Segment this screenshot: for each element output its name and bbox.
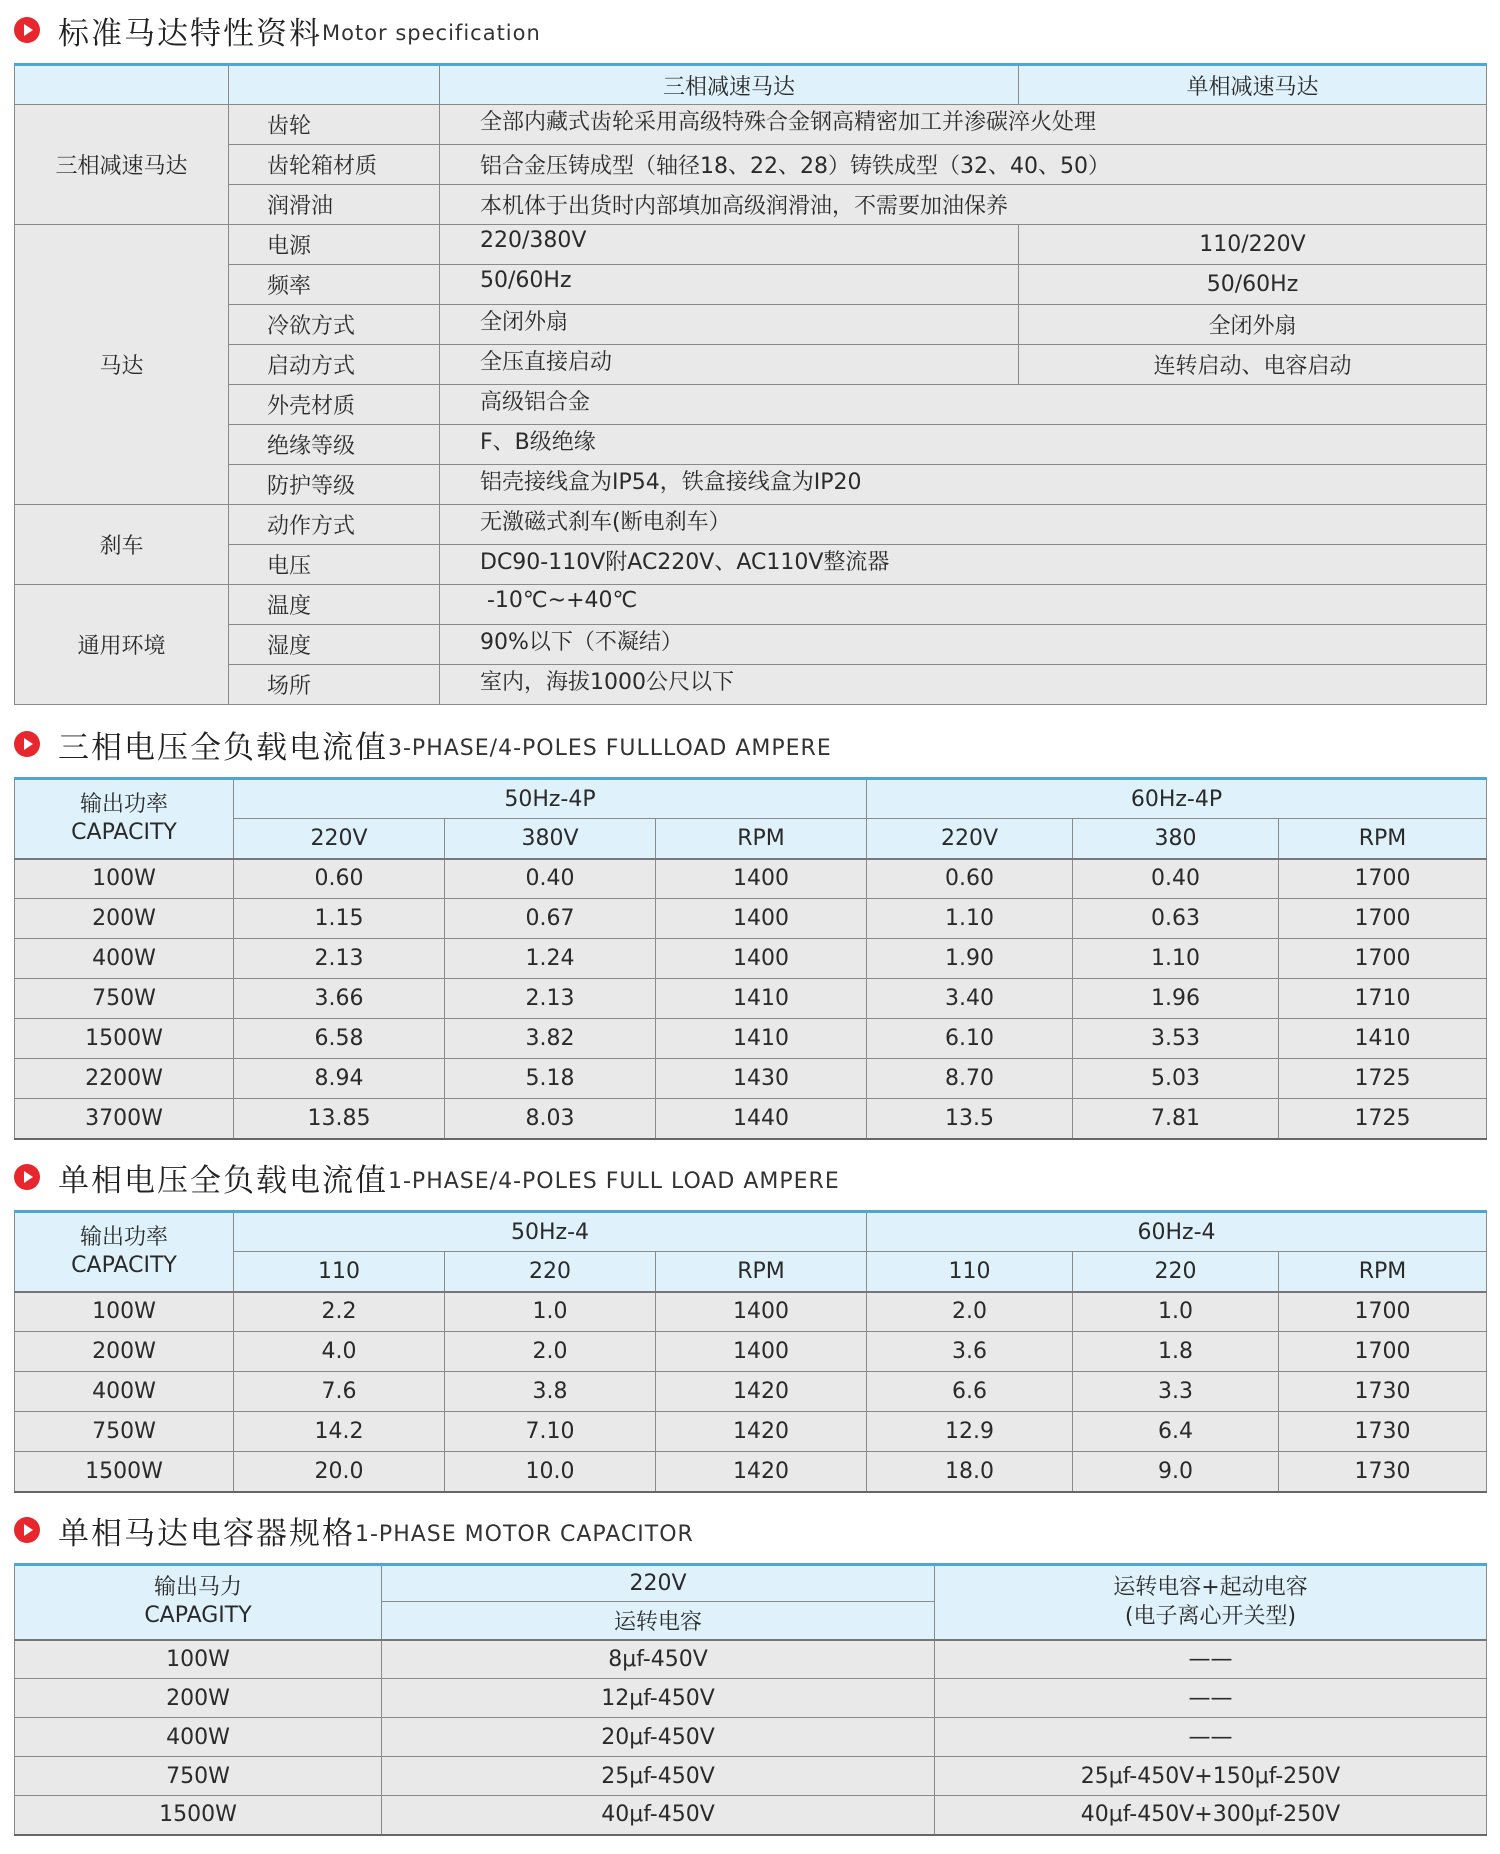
cell: 20.0 xyxy=(234,1452,445,1492)
cell: —— xyxy=(935,1640,1487,1679)
spec-value: 铝合金压铸成型（轴径18、22、28）铸铁成型（32、40、50） xyxy=(440,145,1487,185)
cell: 1700 xyxy=(1279,859,1487,899)
cell: 40μf-450V+300μf-250V xyxy=(935,1796,1487,1835)
capacity-en: CAPAGITY xyxy=(144,1603,252,1629)
sub-header: 110 xyxy=(867,1252,1073,1292)
spec-item: 动作方式 xyxy=(229,505,440,545)
cell: 3.8 xyxy=(445,1372,656,1412)
sub-header: 110 xyxy=(234,1252,445,1292)
cell: 1.96 xyxy=(1073,979,1279,1019)
spec-item: 齿轮箱材质 xyxy=(229,145,440,185)
title-en: Motor specification xyxy=(322,21,541,45)
group-60hz: 60Hz-4 xyxy=(867,1212,1487,1252)
spec-item: 频率 xyxy=(229,265,440,305)
title-cn: 单相电压全负载电流值 xyxy=(58,1162,388,1199)
cell: 1.0 xyxy=(445,1292,656,1332)
group-label-motor: 马达 xyxy=(15,225,229,505)
title-en: 1-PHASE MOTOR CAPACITOR xyxy=(355,1521,694,1547)
group-50hz: 50Hz-4 xyxy=(234,1212,867,1252)
capacity-header xyxy=(15,1212,234,1292)
spec-value-three xyxy=(440,225,1019,265)
group-60hz: 60Hz-4P xyxy=(867,779,1487,819)
play-bullet-icon xyxy=(14,731,40,757)
cell: —— xyxy=(935,1679,1487,1718)
group-label-brake: 刹车 xyxy=(15,505,229,585)
spec-value-text: 90%以下（不凝结） xyxy=(480,630,683,655)
table-row xyxy=(15,1640,1487,1679)
table-row xyxy=(15,1019,1487,1059)
cell: 1420 xyxy=(656,1452,867,1492)
cell: 1730 xyxy=(1279,1452,1487,1492)
spec-item: 防护等级 xyxy=(229,465,440,505)
cell: 3.3 xyxy=(1073,1372,1279,1412)
cell: 6.58 xyxy=(234,1019,445,1059)
spec-value-single: 连转启动、电容启动 xyxy=(1019,345,1487,385)
table-row xyxy=(15,1412,1487,1452)
cell: 1730 xyxy=(1279,1372,1487,1412)
cell: 3700W xyxy=(15,1099,234,1139)
cell: 2.13 xyxy=(445,979,656,1019)
cell: 1400 xyxy=(656,939,867,979)
sub-header: 380 xyxy=(1073,819,1279,859)
spec-value-text: 全压直接启动 xyxy=(480,350,613,375)
spec-value-text: 室内，海拔1000公尺以下 xyxy=(480,670,734,695)
spec-value: 本机体于出货时内部填加高级润滑油，不需要加油保养 xyxy=(440,185,1487,225)
cell: 1500W xyxy=(15,1452,234,1492)
header-blank xyxy=(229,65,440,105)
spec-value xyxy=(440,585,1487,625)
spec-value-text: 全闭外扇 xyxy=(480,310,569,335)
table-row xyxy=(15,939,1487,979)
cell: 1.8 xyxy=(1073,1332,1279,1372)
spec-table xyxy=(14,63,1487,705)
cell: 1410 xyxy=(656,979,867,1019)
cell: 1400 xyxy=(656,899,867,939)
capacity-header xyxy=(15,779,234,859)
group-label-env: 通用环境 xyxy=(15,585,229,705)
cell: 25μf-450V xyxy=(382,1757,935,1796)
cell: 3.40 xyxy=(867,979,1073,1019)
cell: 2.0 xyxy=(445,1332,656,1372)
cell: 400W xyxy=(15,1372,234,1412)
sub-header: RPM xyxy=(656,819,867,859)
section-title-spec xyxy=(14,8,541,52)
cell: 200W xyxy=(15,899,234,939)
cell: 3.82 xyxy=(445,1019,656,1059)
capacity-en: CAPACITY xyxy=(71,819,177,845)
cell: 4.0 xyxy=(234,1332,445,1372)
cell: 400W xyxy=(15,1718,382,1757)
capacity-header xyxy=(15,1565,382,1640)
cell: 13.5 xyxy=(867,1099,1073,1139)
title-cn: 标准马达特性资料 xyxy=(58,15,322,52)
cell: 1400 xyxy=(656,1332,867,1372)
table-row xyxy=(15,1099,1487,1139)
spec-item: 电压 xyxy=(229,545,440,585)
cell: 1700 xyxy=(1279,939,1487,979)
spec-value-text: 铝壳接线盒为IP54，铁盒接线盒为IP20 xyxy=(480,470,862,495)
cell: 0.67 xyxy=(445,899,656,939)
table-row xyxy=(15,979,1487,1019)
cell: 2.2 xyxy=(234,1292,445,1332)
cell: 100W xyxy=(15,1640,382,1679)
capacitor-table xyxy=(14,1563,1487,1836)
three-phase-table xyxy=(14,777,1487,1140)
spec-value-three xyxy=(440,345,1019,385)
combo-header xyxy=(935,1565,1487,1640)
spec-value-text: -10℃~+40℃ xyxy=(480,588,638,613)
cell: 1725 xyxy=(1279,1059,1487,1099)
cell: 0.63 xyxy=(1073,899,1279,939)
capacity-cn: 输出马力 xyxy=(153,1575,242,1601)
table-row xyxy=(15,1372,1487,1412)
cell: 2.0 xyxy=(867,1292,1073,1332)
spec-value-three xyxy=(440,305,1019,345)
cell: 3.53 xyxy=(1073,1019,1279,1059)
spec-value xyxy=(440,105,1487,145)
cell: 5.03 xyxy=(1073,1059,1279,1099)
cell: 400W xyxy=(15,939,234,979)
table-row xyxy=(15,1452,1487,1492)
cell: 13.85 xyxy=(234,1099,445,1139)
cell: 14.2 xyxy=(234,1412,445,1452)
cell: 1420 xyxy=(656,1412,867,1452)
cell: 1.24 xyxy=(445,939,656,979)
header-single-phase: 单相减速马达 xyxy=(1019,65,1487,105)
sub-header: 220 xyxy=(1073,1252,1279,1292)
cell: 1730 xyxy=(1279,1412,1487,1452)
cell: 750W xyxy=(15,1757,382,1796)
group-label-gear-motor: 三相减速马达 xyxy=(15,105,229,225)
spec-value-text: DC90-110V附AC220V、AC110V整流器 xyxy=(480,550,890,575)
cell: —— xyxy=(935,1718,1487,1757)
cell: 1400 xyxy=(656,859,867,899)
sub-header: 220V xyxy=(867,819,1073,859)
title-cn: 三相电压全负载电流值 xyxy=(58,729,388,766)
cell: 1.10 xyxy=(1073,939,1279,979)
cell: 8μf-450V xyxy=(382,1640,935,1679)
spec-value xyxy=(440,425,1487,465)
spec-item: 电源 xyxy=(229,225,440,265)
spec-item: 齿轮 xyxy=(229,105,440,145)
capacity-cn: 输出功率 xyxy=(79,791,168,817)
spec-item: 启动方式 xyxy=(229,345,440,385)
spec-value xyxy=(440,625,1487,665)
cell: 0.60 xyxy=(867,859,1073,899)
combo-line2: (电子离心开关型) xyxy=(1124,1604,1297,1630)
group-50hz: 50Hz-4P xyxy=(234,779,867,819)
cell: 7.6 xyxy=(234,1372,445,1412)
cell: 1725 xyxy=(1279,1099,1487,1139)
spec-value xyxy=(440,465,1487,505)
sub-header: RPM xyxy=(656,1252,867,1292)
cell: 1700 xyxy=(1279,899,1487,939)
spec-value xyxy=(440,385,1487,425)
cell: 18.0 xyxy=(867,1452,1073,1492)
spec-value-text: 全部内藏式齿轮采用高级特殊合金钢高精密加工并渗碳淬火处理 xyxy=(480,110,1097,135)
table-row xyxy=(15,1718,1487,1757)
cell: 40μf-450V xyxy=(382,1796,935,1835)
cell: 0.60 xyxy=(234,859,445,899)
cell: 8.94 xyxy=(234,1059,445,1099)
cell: 10.0 xyxy=(445,1452,656,1492)
spec-item: 场所 xyxy=(229,665,440,705)
spec-value-three xyxy=(440,265,1019,305)
cell: 7.10 xyxy=(445,1412,656,1452)
cell: 0.40 xyxy=(1073,859,1279,899)
capacity-en: CAPACITY xyxy=(71,1252,177,1278)
cell: 3.6 xyxy=(867,1332,1073,1372)
table-row xyxy=(15,1679,1487,1718)
cell: 1420 xyxy=(656,1372,867,1412)
section-title-capacitor xyxy=(14,1508,694,1552)
title-en: 1-PHASE/4-POLES FULL LOAD AMPERE xyxy=(388,1168,840,1194)
cell: 20μf-450V xyxy=(382,1718,935,1757)
spec-value xyxy=(440,665,1487,705)
spec-item: 温度 xyxy=(229,585,440,625)
cell: 8.70 xyxy=(867,1059,1073,1099)
cell: 1410 xyxy=(1279,1019,1487,1059)
play-bullet-icon xyxy=(14,17,40,43)
table-row xyxy=(15,1332,1487,1372)
cell: 6.4 xyxy=(1073,1412,1279,1452)
cell: 200W xyxy=(15,1679,382,1718)
cell: 1430 xyxy=(656,1059,867,1099)
spec-item: 润滑油 xyxy=(229,185,440,225)
spec-value-single: 全闭外扇 xyxy=(1019,305,1487,345)
cell: 1410 xyxy=(656,1019,867,1059)
combo-line1: 运转电容+起动电容 xyxy=(1113,1575,1308,1601)
running-cap-header: 运转电容 xyxy=(382,1602,935,1640)
cell: 9.0 xyxy=(1073,1452,1279,1492)
cell: 1440 xyxy=(656,1099,867,1139)
cell: 5.18 xyxy=(445,1059,656,1099)
sub-header: 380V xyxy=(445,819,656,859)
title-cn: 单相马达电容器规格 xyxy=(58,1515,355,1552)
spec-value-single: 50/60Hz xyxy=(1019,265,1487,305)
cell: 7.81 xyxy=(1073,1099,1279,1139)
table-row xyxy=(15,899,1487,939)
spec-item: 绝缘等级 xyxy=(229,425,440,465)
cell: 12.9 xyxy=(867,1412,1073,1452)
table-row xyxy=(15,1757,1487,1796)
spec-value-text: 220/380V xyxy=(480,228,587,253)
cell: 1.15 xyxy=(234,899,445,939)
cell: 100W xyxy=(15,859,234,899)
cell: 1.10 xyxy=(867,899,1073,939)
cell: 750W xyxy=(15,979,234,1019)
cell: 0.40 xyxy=(445,859,656,899)
table-row xyxy=(15,1059,1487,1099)
spec-value-text: F、B级绝缘 xyxy=(480,430,596,455)
spec-value-text: 50/60Hz xyxy=(480,268,572,293)
play-bullet-icon xyxy=(14,1517,40,1543)
cell: 2.13 xyxy=(234,939,445,979)
capacity-cn: 输出功率 xyxy=(79,1224,168,1250)
table-row xyxy=(15,1796,1487,1835)
cell: 1.90 xyxy=(867,939,1073,979)
section-title-three-phase xyxy=(14,722,832,766)
cell: 12μf-450V xyxy=(382,1679,935,1718)
cell: 200W xyxy=(15,1332,234,1372)
spec-value-text: 高级铝合金 xyxy=(480,390,591,415)
play-bullet-icon xyxy=(14,1164,40,1190)
cell: 1.0 xyxy=(1073,1292,1279,1332)
spec-value-single: 110/220V xyxy=(1019,225,1487,265)
spec-value-text: 无激磁式刹车(断电刹车） xyxy=(480,510,731,535)
single-phase-table xyxy=(14,1210,1487,1493)
cell: 3.66 xyxy=(234,979,445,1019)
cell: 6.6 xyxy=(867,1372,1073,1412)
table-row xyxy=(15,859,1487,899)
cell: 1400 xyxy=(656,1292,867,1332)
cell: 6.10 xyxy=(867,1019,1073,1059)
voltage-header: 220V xyxy=(382,1565,935,1602)
cell: 100W xyxy=(15,1292,234,1332)
table-row xyxy=(15,1292,1487,1332)
spec-header-row xyxy=(15,65,1487,105)
section-title-single-phase xyxy=(14,1155,840,1199)
cell: 1500W xyxy=(15,1019,234,1059)
spec-item: 湿度 xyxy=(229,625,440,665)
sub-header: RPM xyxy=(1279,1252,1487,1292)
sub-header: RPM xyxy=(1279,819,1487,859)
cell: 2200W xyxy=(15,1059,234,1099)
sub-header: 220 xyxy=(445,1252,656,1292)
spec-item: 冷欲方式 xyxy=(229,305,440,345)
title-en: 3-PHASE/4-POLES FULLLOAD AMPERE xyxy=(388,735,832,761)
header-three-phase: 三相减速马达 xyxy=(440,65,1019,105)
cell: 1700 xyxy=(1279,1292,1487,1332)
cell: 1500W xyxy=(15,1796,382,1835)
cell: 1710 xyxy=(1279,979,1487,1019)
header-blank xyxy=(15,65,229,105)
cell: 25μf-450V+150μf-250V xyxy=(935,1757,1487,1796)
sub-header: 220V xyxy=(234,819,445,859)
spec-item: 外壳材质 xyxy=(229,385,440,425)
cell: 750W xyxy=(15,1412,234,1452)
spec-value xyxy=(440,545,1487,585)
spec-value xyxy=(440,505,1487,545)
cell: 8.03 xyxy=(445,1099,656,1139)
cell: 1700 xyxy=(1279,1332,1487,1372)
